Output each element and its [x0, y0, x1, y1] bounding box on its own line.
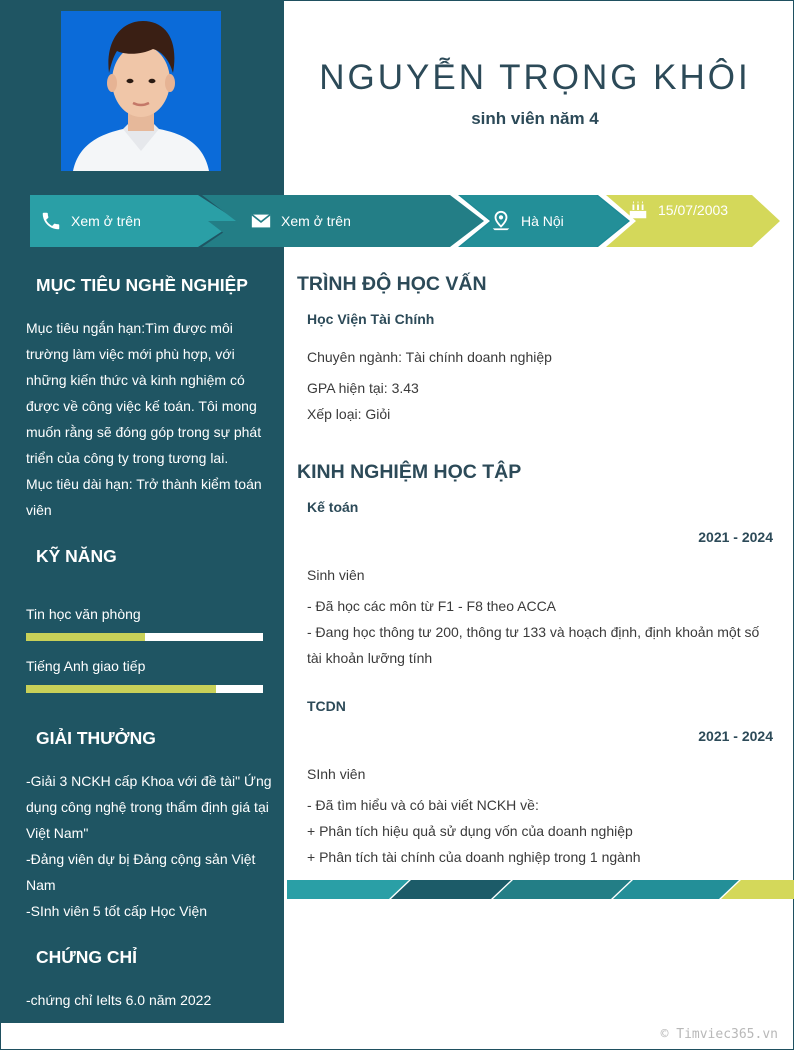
award-item: -Đảng viên dự bị Đảng cộng sản Việt Nam	[26, 851, 256, 893]
education-rank: Xếp loại: Giỏi	[307, 406, 391, 422]
experience-detail-line: - Đã học các môn từ F1 - F8 theo ACCA	[307, 598, 557, 614]
experience-name: Kế toán	[307, 499, 359, 515]
location-text: Hà Nội	[521, 213, 564, 229]
email-text: Xem ở trên	[281, 213, 351, 229]
candidate-name: NGUYỄN TRỌNG KHÔI	[319, 58, 751, 97]
experience-details	[307, 792, 777, 870]
experience-detail-line: - Đã tìm hiểu và có bài viết NCKH về:	[307, 797, 539, 813]
awards-list	[26, 768, 274, 924]
award-item: -SInh viên 5 tốt cấp Học Viện	[26, 903, 208, 919]
experience-title: KINH NGHIỆM HỌC TẬP	[297, 461, 522, 483]
education-title: TRÌNH ĐỘ HỌC VẤN	[297, 273, 487, 295]
phone-icon	[40, 210, 62, 232]
contact-bar	[30, 195, 780, 247]
career-goal-short-term: Mục tiêu ngắn hạn:Tìm được môi trường làm việc mới phù hợp, với những kiến thức và kinh nghiệm có được về công việc kế toán. Tôi mong muốn rằng sẽ đóng góp trong sự phát triển của công ty trong tương lai.	[26, 320, 262, 466]
skill-label: Tiếng Anh giao tiếp	[26, 658, 146, 674]
experience-detail-line: - Đang học thông tư 200, thông tư 133 và hoạch định, định khoản một số tài khoản lưỡng tính	[307, 624, 760, 666]
experience-role: SInh viên	[307, 766, 366, 782]
certificates-title: CHỨNG CHỈ	[36, 947, 138, 967]
experience-period: 2021 - 2024	[698, 728, 773, 744]
skill-bar-fill	[26, 633, 145, 641]
birthday-cake-icon	[627, 199, 649, 221]
certificate-item: -chứng chỉ Ielts 6.0 năm 2022	[26, 992, 212, 1008]
skill-bar	[26, 685, 263, 693]
education-school: Học Viện Tài Chính	[307, 311, 435, 327]
career-goal-title: MỤC TIÊU NGHỀ NGHIỆP	[36, 275, 248, 295]
experience-detail-line: + Phân tích hiệu quả sử dụng vốn của doanh nghiệp	[307, 823, 633, 839]
experience-details	[307, 593, 777, 671]
career-goal-long-term: Mục tiêu dài hạn: Trở thành kiểm toán viên	[26, 476, 262, 518]
contact-phone	[40, 195, 141, 247]
skills-title: KỸ NĂNG	[36, 546, 117, 566]
awards-title: GIẢI THƯỞNG	[36, 728, 156, 748]
education-major: Chuyên ngành: Tài chính doanh nghiệp	[307, 349, 552, 365]
profile-photo	[61, 11, 221, 171]
skill-bar-fill	[26, 685, 216, 693]
contact-location	[490, 195, 564, 247]
contact-email	[250, 195, 351, 247]
candidate-role: sinh viên năm 4	[471, 109, 599, 128]
credit-text: © Timviec365.vn	[660, 1027, 778, 1042]
experience-role: Sinh viên	[307, 567, 365, 583]
decorative-footer-bar	[287, 880, 794, 899]
map-pin-icon	[490, 210, 512, 232]
experience-name: TCDN	[307, 698, 346, 714]
contact-birthday	[627, 184, 728, 236]
experience-detail-line: + Phân tích tài chính của doanh nghiệp trong 1 ngành	[307, 849, 641, 865]
award-item: -Giải 3 NCKH cấp Khoa với đề tài" Ứng dụng công nghệ trong thẩm định giá tại Việt Nam"	[26, 773, 272, 841]
career-goal-text	[26, 315, 274, 523]
education-gpa: GPA hiện tại: 3.43	[307, 380, 419, 396]
skill-bar	[26, 633, 263, 641]
phone-text: Xem ở trên	[71, 213, 141, 229]
birthday-text: 15/07/2003	[658, 202, 729, 218]
skill-label: Tin học văn phòng	[26, 606, 141, 622]
experience-period: 2021 - 2024	[698, 529, 773, 545]
envelope-icon	[250, 210, 272, 232]
